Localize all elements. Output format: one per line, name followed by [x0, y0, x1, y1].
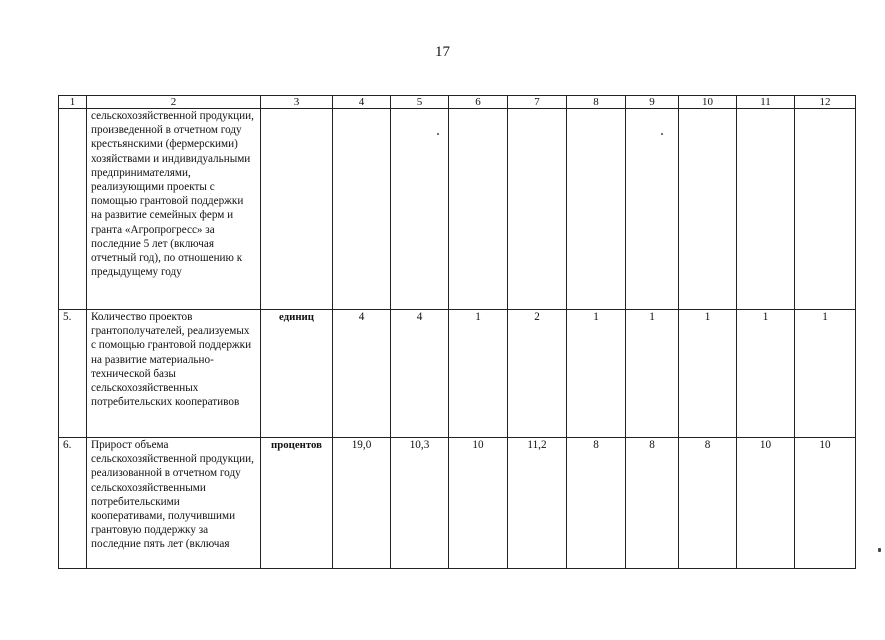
column-header: 1: [59, 96, 87, 109]
value-cell: [679, 109, 737, 310]
value-cell: 10: [449, 438, 508, 569]
table-header-row: [59, 96, 856, 109]
column-header: 10: [679, 96, 737, 109]
column-header: 5: [391, 96, 449, 109]
value-cell: 19,0: [333, 438, 391, 569]
value-cell: [626, 109, 679, 310]
column-header: 6: [449, 96, 508, 109]
value-cell: [737, 109, 795, 310]
value-cell: 4: [333, 310, 391, 438]
value-cell: [449, 109, 508, 310]
column-header: 11: [737, 96, 795, 109]
table-row: [59, 310, 856, 438]
value-cell: 4: [391, 310, 449, 438]
indicator-name: сельскохозяйственной продукции, произведенной в отчетном году крестьянскими (фермерскими) хозяйствами и индивидуальными предпринимателями, реализующими проекты с помощью грантовой поддержки на развитие семейных ферм и гранта «Агропрогресс» за последние 5 лет (включая отчетный год), по отношению к предыдущему году: [87, 109, 261, 310]
value-cell: 10: [795, 438, 856, 569]
column-header: 8: [567, 96, 626, 109]
value-cell: [333, 109, 391, 310]
row-number: [59, 109, 87, 310]
table-row: [59, 438, 856, 569]
value-cell: 8: [679, 438, 737, 569]
indicator-name: Количество проектов грантополучателей, реализуемых с помощью грантовой поддержки на развитие материально-технической базы сельскохозяйственных потребительских кооперативов: [87, 310, 261, 438]
scan-speck: [878, 548, 881, 552]
value-cell: [567, 109, 626, 310]
value-cell: 10: [737, 438, 795, 569]
column-header: 4: [333, 96, 391, 109]
value-cell: 1: [626, 310, 679, 438]
row-number: 6.: [59, 438, 87, 569]
value-cell: 1: [737, 310, 795, 438]
table-row: [59, 109, 856, 310]
indicator-name: Прирост объема сельскохозяйственной продукции, реализованной в отчетном году сельскохозяйственными потребительскими кооперативами, получившими грантовую поддержку за последние пять лет (включая: [87, 438, 261, 569]
value-cell: [795, 109, 856, 310]
row-number: 5.: [59, 310, 87, 438]
unit-cell: процентов: [261, 438, 333, 569]
column-header: 3: [261, 96, 333, 109]
value-cell: 1: [679, 310, 737, 438]
value-cell: 8: [626, 438, 679, 569]
value-cell: 8: [567, 438, 626, 569]
column-header: 12: [795, 96, 856, 109]
column-header: 2: [87, 96, 261, 109]
page-number: 17: [435, 44, 450, 60]
value-cell: [508, 109, 567, 310]
unit-cell: единиц: [261, 310, 333, 438]
value-cell: [391, 109, 449, 310]
value-cell: 1: [567, 310, 626, 438]
indicator-table: [58, 95, 856, 569]
value-cell: 1: [449, 310, 508, 438]
value-cell: 2: [508, 310, 567, 438]
column-header: 7: [508, 96, 567, 109]
unit-cell: [261, 109, 333, 310]
value-cell: 11,2: [508, 438, 567, 569]
scan-speck: [437, 133, 439, 135]
column-header: 9: [626, 96, 679, 109]
value-cell: 10,3: [391, 438, 449, 569]
scan-speck: [661, 133, 663, 135]
value-cell: 1: [795, 310, 856, 438]
